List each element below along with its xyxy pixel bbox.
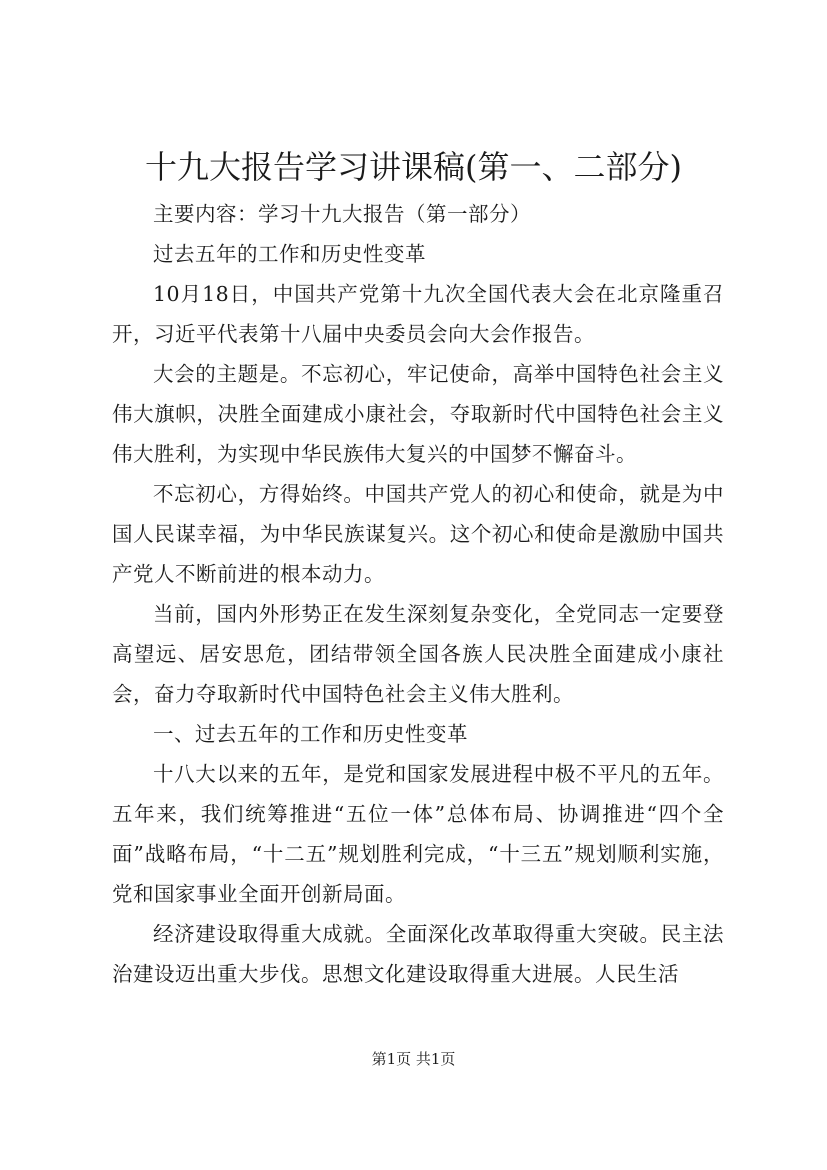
paragraph-five-years: 十八大以来的五年，是党和国家发展进程中极不平凡的五年。五年来，我们统筹推进“五位一体”总体布局、协调推进“四个全面”战略布局，“十二五”规划胜利完成，“十三五”规划顺利实施，党和国家事业全面开创新局面。 (112, 762, 724, 906)
paragraph-opening: 10月18日，中国共产党第十九次全国代表大会在北京隆重召开，习近平代表第十八届中央委员会向大会作报告。 (112, 282, 724, 346)
paragraph-original-aspiration: 不忘初心，方得始终。中国共产党人的初心和使命，就是为中国人民谋幸福，为中华民族谋复兴。这个初心和使命是激励中国共产党人不断前进的根本动力。 (112, 482, 724, 586)
document-body (112, 194, 724, 994)
document-title: 十九大报告学习讲课稿(第一、二部分) (145, 148, 682, 186)
paragraph-achievements: 经济建设取得重大成就。全面深化改革取得重大突破。民主法治建设迈出重大步伐。思想文化建设取得重大进展。人民生活 (112, 922, 724, 986)
paragraph-subtitle: 过去五年的工作和历史性变革 (153, 242, 426, 266)
section-heading: 一、过去五年的工作和历史性变革 (153, 722, 468, 746)
paragraph-current-situation: 当前，国内外形势正在发生深刻复杂变化，全党同志一定要登高望远、居安思危，团结带领全国各族人民决胜全面建成小康社会，奋力夺取新时代中国特色社会主义伟大胜利。 (112, 602, 724, 706)
page-number-footer: 第1页 共1页 (371, 1050, 456, 1068)
paragraph-theme: 大会的主题是。不忘初心，牢记使命，高举中国特色社会主义伟大旗帜，决胜全面建成小康社会，夺取新时代中国特色社会主义伟大胜利，为实现中华民族伟大复兴的中国梦不懈奋斗。 (112, 362, 724, 466)
paragraph-summary: 主要内容：学习十九大报告（第一部分） (153, 202, 531, 226)
